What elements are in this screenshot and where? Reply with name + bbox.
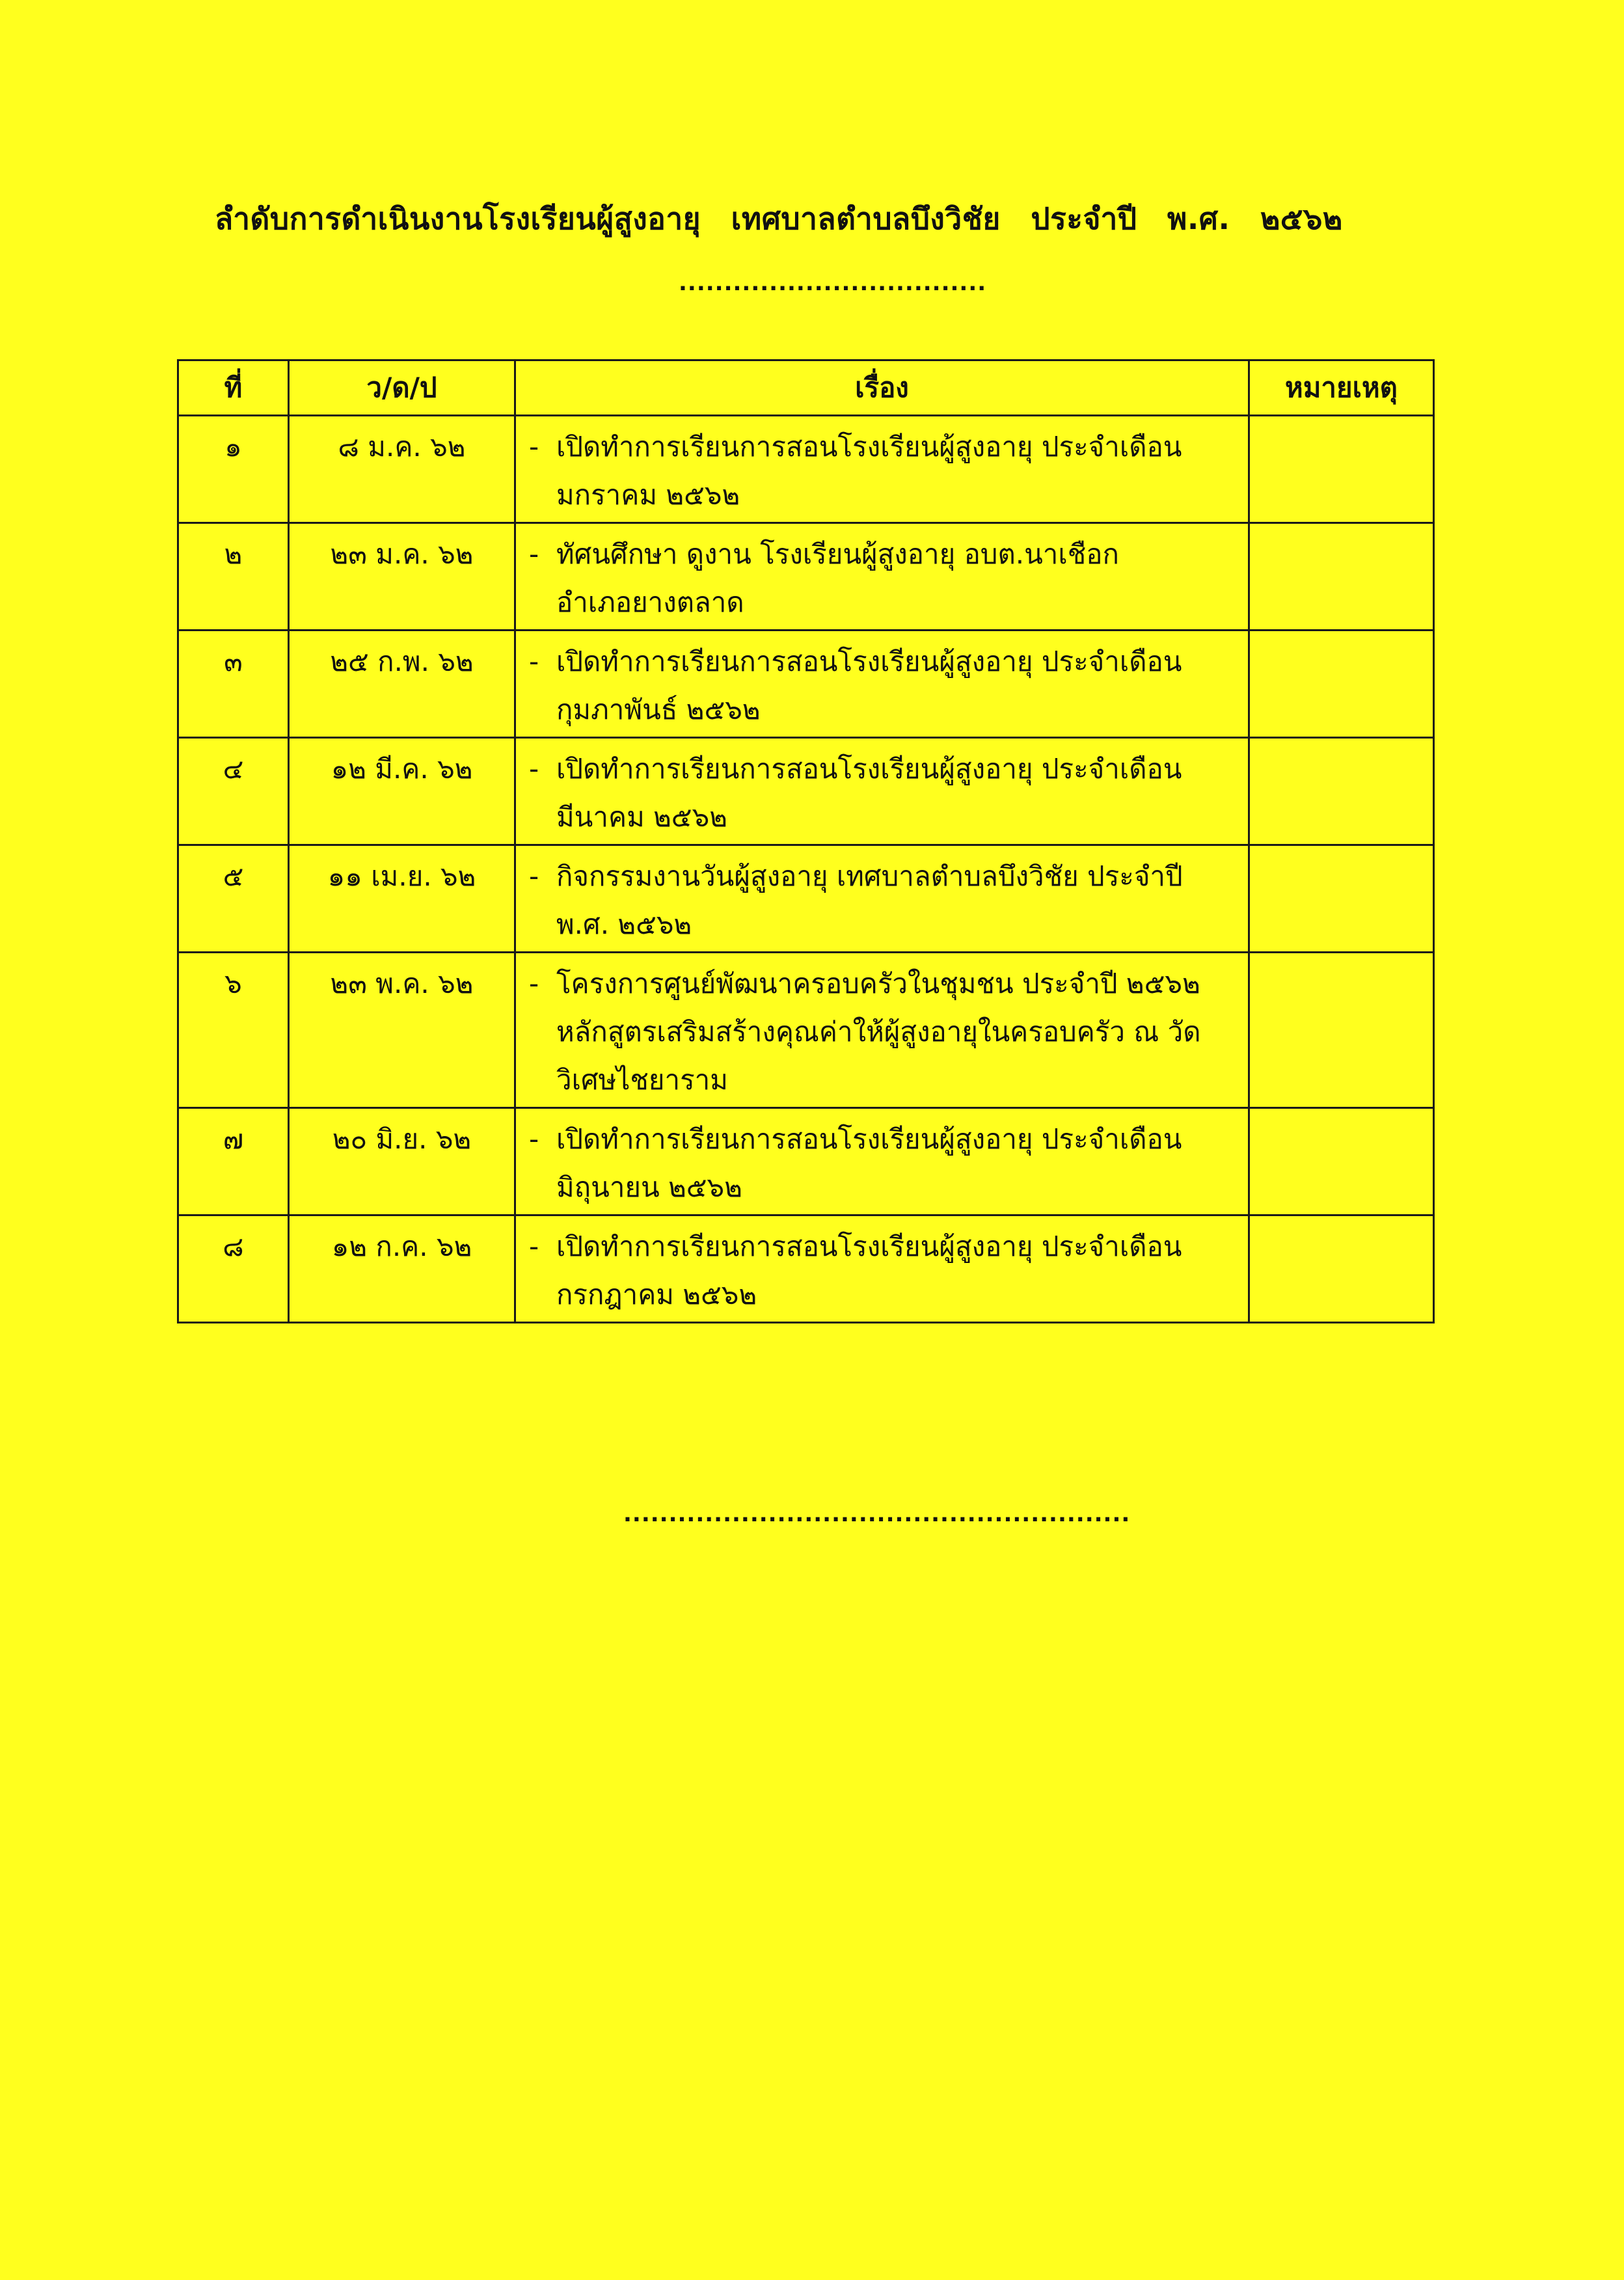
topic-line: มิถุนายน ๒๕๖๒	[556, 1171, 742, 1203]
table-row	[178, 845, 1434, 953]
topic-line: มีนาคม ๒๕๖๒	[556, 801, 727, 833]
row-remark	[1249, 845, 1434, 953]
topic-line	[529, 530, 1235, 578]
table-row	[178, 1215, 1434, 1323]
row-remark	[1249, 953, 1434, 1108]
document-title: ลำดับการดำเนินงานโรงเรียนผู้สูงอายุ เทศบาลตำบลบึงวิชัย ประจำปี พ.ศ. ๒๕๖๒	[215, 201, 1343, 236]
row-topic	[515, 953, 1249, 1108]
table-row	[178, 631, 1434, 738]
header-remark: หมายเหตุ	[1249, 360, 1434, 416]
row-number: ๒	[178, 523, 289, 631]
row-number: ๖	[178, 953, 289, 1108]
activity-schedule-table	[177, 359, 1435, 1323]
bullet-dash: -	[529, 968, 539, 999]
bullet-dash: -	[529, 538, 539, 570]
topic-text: เปิดทำการเรียนการสอนโรงเรียนผู้สูงอายุ ประจำเดือน	[556, 1123, 1182, 1155]
topic-text: กิจกรรมงานวันผู้สูงอายุ เทศบาลตำบลบึงวิชัย ประจำปี	[556, 860, 1183, 892]
table-row	[178, 1108, 1434, 1215]
bullet-dash: -	[529, 860, 539, 892]
topic-line	[529, 1115, 1235, 1163]
topic-line: กรกฎาคม ๒๕๖๒	[556, 1279, 757, 1310]
table-row	[178, 953, 1434, 1108]
row-number: ๘	[178, 1215, 289, 1323]
header-date: ว/ด/ป	[289, 360, 515, 416]
row-number: ๕	[178, 845, 289, 953]
row-topic	[515, 738, 1249, 845]
bottom-divider: ........................................................	[623, 1501, 1131, 1527]
table-row	[178, 416, 1434, 523]
bullet-dash: -	[529, 1230, 539, 1262]
topic-line: มกราคม ๒๕๖๒	[556, 479, 740, 511]
row-remark	[1249, 738, 1434, 845]
row-date: ๑๒ ก.ค. ๖๒	[289, 1215, 515, 1323]
topic-line	[529, 423, 1235, 471]
topic-line	[529, 638, 1235, 686]
row-date: ๘ ม.ค. ๖๒	[289, 416, 515, 523]
topic-line: วิเศษไชยาราม	[556, 1064, 728, 1096]
row-remark	[1249, 1215, 1434, 1323]
table-body	[178, 416, 1434, 1323]
row-topic	[515, 523, 1249, 631]
topic-line: พ.ศ. ๒๕๖๒	[556, 908, 692, 940]
row-number: ๑	[178, 416, 289, 523]
row-remark	[1249, 1108, 1434, 1215]
row-date: ๑๒ มี.ค. ๖๒	[289, 738, 515, 845]
table-row	[178, 738, 1434, 845]
bullet-dash: -	[529, 1123, 539, 1155]
row-remark	[1249, 416, 1434, 523]
row-date: ๒๐ มิ.ย. ๖๒	[289, 1108, 515, 1215]
title-divider: ..................................	[679, 270, 987, 296]
header-topic: เรื่อง	[515, 360, 1249, 416]
row-topic	[515, 1215, 1249, 1323]
topic-line	[529, 745, 1235, 793]
row-remark	[1249, 631, 1434, 738]
topic-line: หลักสูตรเสริมสร้างคุณค่าให้ผู้สูงอายุในครอบครัว ณ วัด	[556, 1016, 1201, 1048]
topic-text: เปิดทำการเรียนการสอนโรงเรียนผู้สูงอายุ ประจำเดือน	[556, 1230, 1182, 1262]
row-topic	[515, 1108, 1249, 1215]
table-header-row	[178, 360, 1434, 416]
bullet-dash: -	[529, 645, 539, 677]
bullet-dash: -	[529, 431, 539, 463]
topic-line: อำเภอยางตลาด	[556, 586, 744, 618]
table-row	[178, 523, 1434, 631]
topic-text: ทัศนศึกษา ดูงาน โรงเรียนผู้สูงอายุ อบต.นาเชือก	[556, 538, 1119, 570]
row-date: ๑๑ เม.ย. ๖๒	[289, 845, 515, 953]
row-number: ๗	[178, 1108, 289, 1215]
row-number: ๓	[178, 631, 289, 738]
row-topic	[515, 631, 1249, 738]
row-remark	[1249, 523, 1434, 631]
topic-text: โครงการศูนย์พัฒนาครอบครัวในชุมชน ประจำปี ๒๕๖๒	[556, 968, 1200, 999]
row-date: ๒๓ ม.ค. ๖๒	[289, 523, 515, 631]
topic-line	[529, 960, 1235, 1008]
row-topic	[515, 416, 1249, 523]
row-number: ๔	[178, 738, 289, 845]
header-number: ที่	[178, 360, 289, 416]
topic-line	[529, 1223, 1235, 1271]
topic-line	[529, 852, 1235, 901]
topic-text: เปิดทำการเรียนการสอนโรงเรียนผู้สูงอายุ ประจำเดือน	[556, 431, 1182, 463]
topic-line: กุมภาพันธ์ ๒๕๖๒	[556, 694, 761, 726]
bullet-dash: -	[529, 753, 539, 785]
topic-text: เปิดทำการเรียนการสอนโรงเรียนผู้สูงอายุ ประจำเดือน	[556, 753, 1182, 785]
topic-text: เปิดทำการเรียนการสอนโรงเรียนผู้สูงอายุ ประจำเดือน	[556, 645, 1182, 677]
row-topic	[515, 845, 1249, 953]
row-date: ๒๕ ก.พ. ๖๒	[289, 631, 515, 738]
row-date: ๒๓ พ.ค. ๖๒	[289, 953, 515, 1108]
